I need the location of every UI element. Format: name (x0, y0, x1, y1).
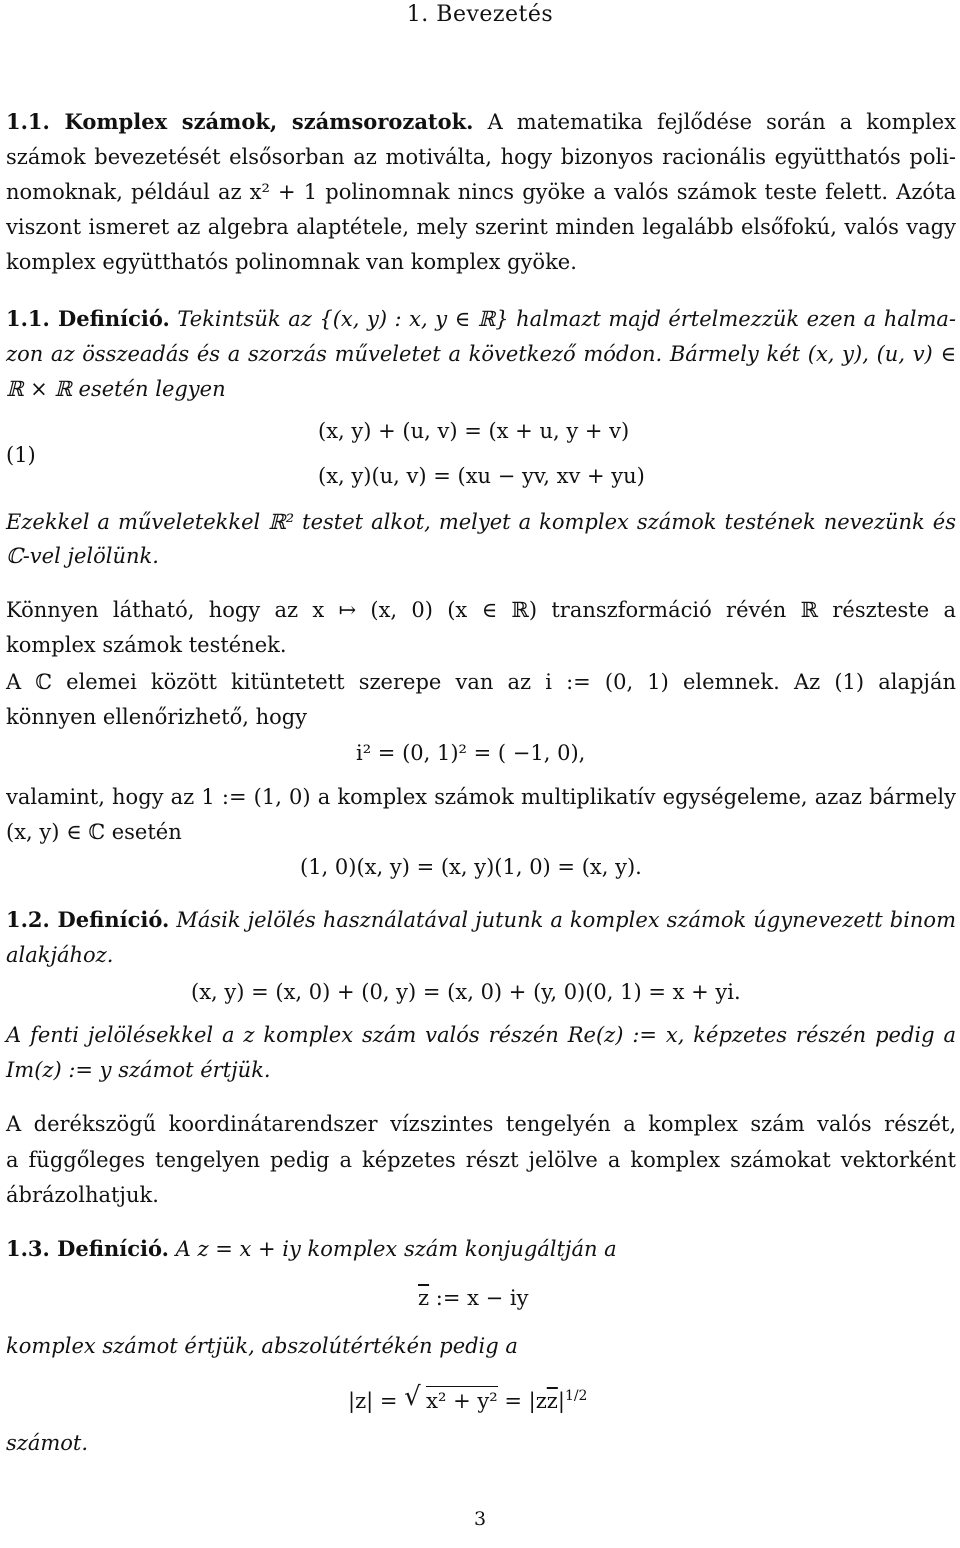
radicand: x² + y² (426, 1386, 498, 1413)
paragraph-text: A ℂ elemei között kitüntetett szerepe van az i := (0, 1) elemnek. Az (1) alapján (6, 670, 956, 694)
paragraph-line (6, 1109, 956, 1139)
equation-i-squared: i² = (0, 1)² = ( −1, 0), (356, 741, 586, 765)
abs-left: |z| = (348, 1389, 405, 1413)
definition-text: Tekintsük az {(x, y) : x, y ∈ ℝ} halmazt majd értelmezzük ezen a halma- (177, 307, 956, 331)
abs-exponent: 1/2 (564, 1388, 588, 1404)
definition-line (6, 374, 956, 404)
definition-line (6, 905, 956, 935)
chapter-title: 1. Bevezetés (406, 2, 554, 27)
definition-text: Ezekkel a műveletekkel ℝ² testet alkot, melyet a komplex számok testének nevezünk és (6, 510, 956, 534)
definition-line (6, 1331, 956, 1361)
definition-line (6, 304, 956, 334)
equation-unit: (1, 0)(x, y) = (x, y)(1, 0) = (x, y). (300, 855, 642, 879)
paragraph-text: valamint, hogy az 1 := (1, 0) a komplex számok multiplikatív egységeleme, azaz bármely (6, 785, 956, 809)
paragraph-text: A matematika fejlődése során a komplex (487, 110, 957, 134)
definition-text: komplex számot értjük, abszolútértékén pedig a (6, 1334, 518, 1358)
definition-line (6, 1234, 956, 1264)
definition-label: 1.2. Definíció. (6, 907, 170, 932)
page-number: 3 (473, 1508, 487, 1530)
definition-line (6, 1020, 956, 1050)
paragraph-line (6, 782, 956, 812)
abs-mid: = |z (504, 1389, 547, 1413)
paragraph-line (6, 142, 956, 172)
paragraph-line (6, 630, 956, 660)
paragraph-line (6, 595, 956, 625)
abs-zbar: $\overline{z}$ (546, 1389, 558, 1413)
definition-line (6, 339, 956, 369)
definition-text: A z = x + iy komplex szám konjugáltján a (175, 1237, 617, 1261)
equation-product: (x, y)(u, v) = (xu − yv, xv + yu) (318, 464, 645, 488)
paragraph-line (6, 702, 956, 732)
definition-text: zon az összeadás és a szorzás műveletet a következő módon. Bármely két (x, y), (u, v) ∈ (6, 342, 956, 366)
definition-text: A fenti jelölésekkel a z komplex szám valós részén Re(z) := x, képzetes részén pedig a (6, 1023, 956, 1047)
paragraph-text: (x, y) ∈ ℂ esetén (6, 820, 182, 844)
definition-line (6, 940, 956, 970)
definition-line (6, 541, 956, 571)
paragraph-text: könnyen ellenőrizhető, hogy (6, 705, 308, 729)
paragraph-text: számok bevezetését elsősorban az motiválta, hogy bizonyos racionális együtthatós poli- (6, 145, 956, 169)
paragraph-line (6, 177, 956, 207)
definition-label: 1.1. Definíció. (6, 306, 170, 331)
paragraph-text: A derékszögű koordinátarendszer vízszintes tengelyén a komplex szám valós részét, (6, 1112, 956, 1136)
running-header (0, 0, 960, 30)
definition-line (6, 1428, 956, 1458)
definition-text: számot. (6, 1431, 89, 1455)
abs-right: | (557, 1389, 565, 1413)
paragraph-line (6, 1180, 956, 1210)
section-paragraph-line-1 (6, 107, 956, 137)
equation-sum: (x, y) + (u, v) = (x + u, y + v) (318, 419, 630, 443)
paragraph-line (6, 1145, 956, 1175)
definition-text: alakjához. (6, 943, 114, 967)
paragraph-text: viszont ismeret az algebra alaptétele, mely szerint minden legalább elsőfokú, valós vagy (6, 215, 956, 239)
paragraph-text: nomoknak, például az x² + 1 polinomnak nincs gyöke a valós számok teste felett. Azóta (6, 180, 956, 204)
conjugate-definition: := x − iy (429, 1286, 529, 1310)
radical-sign-icon: √ (404, 1382, 421, 1412)
definition-text: ℝ × ℝ esetén legyen (6, 377, 226, 401)
paragraph-text: komplex számok testének. (6, 633, 287, 657)
definition-label: 1.3. Definíció. (6, 1236, 169, 1261)
paragraph-line (6, 247, 956, 277)
conjugate-symbol: $\overline{z}$ (418, 1286, 430, 1310)
definition-line (6, 507, 956, 537)
equation-conjugate (418, 1283, 528, 1313)
section-title: 1.1. Komplex számok, számsorozatok. (6, 109, 474, 134)
definition-text: ℂ-vel jelölünk. (6, 544, 159, 568)
equation-binom: (x, y) = (x, 0) + (0, y) = (x, 0) + (y, 0)(0, 1) = x + yi. (191, 980, 741, 1004)
equation-number: (1) (6, 443, 36, 467)
paragraph-text: komplex együtthatós polinomnak van komplex gyöke. (6, 250, 577, 274)
definition-text: Másik jelölés használatával jutunk a komplex számok úgynevezett binom (176, 908, 956, 932)
definition-text: Im(z) := y számot értjük. (6, 1058, 271, 1082)
paragraph-text: ábrázolhatjuk. (6, 1183, 159, 1207)
paragraph-line (6, 667, 956, 697)
equation-absolute-value (348, 1381, 587, 1416)
paragraph-line (6, 817, 956, 847)
paragraph-text: a függőleges tengelyen pedig a képzetes részt jelölve a komplex számokat vektorként (6, 1148, 956, 1172)
paragraph-line (6, 212, 956, 242)
square-root (404, 1382, 498, 1416)
definition-line (6, 1055, 956, 1085)
paragraph-text: Könnyen látható, hogy az x ↦ (x, 0) (x ∈ ℝ) transzformáció révén ℝ részteste a (6, 598, 956, 622)
